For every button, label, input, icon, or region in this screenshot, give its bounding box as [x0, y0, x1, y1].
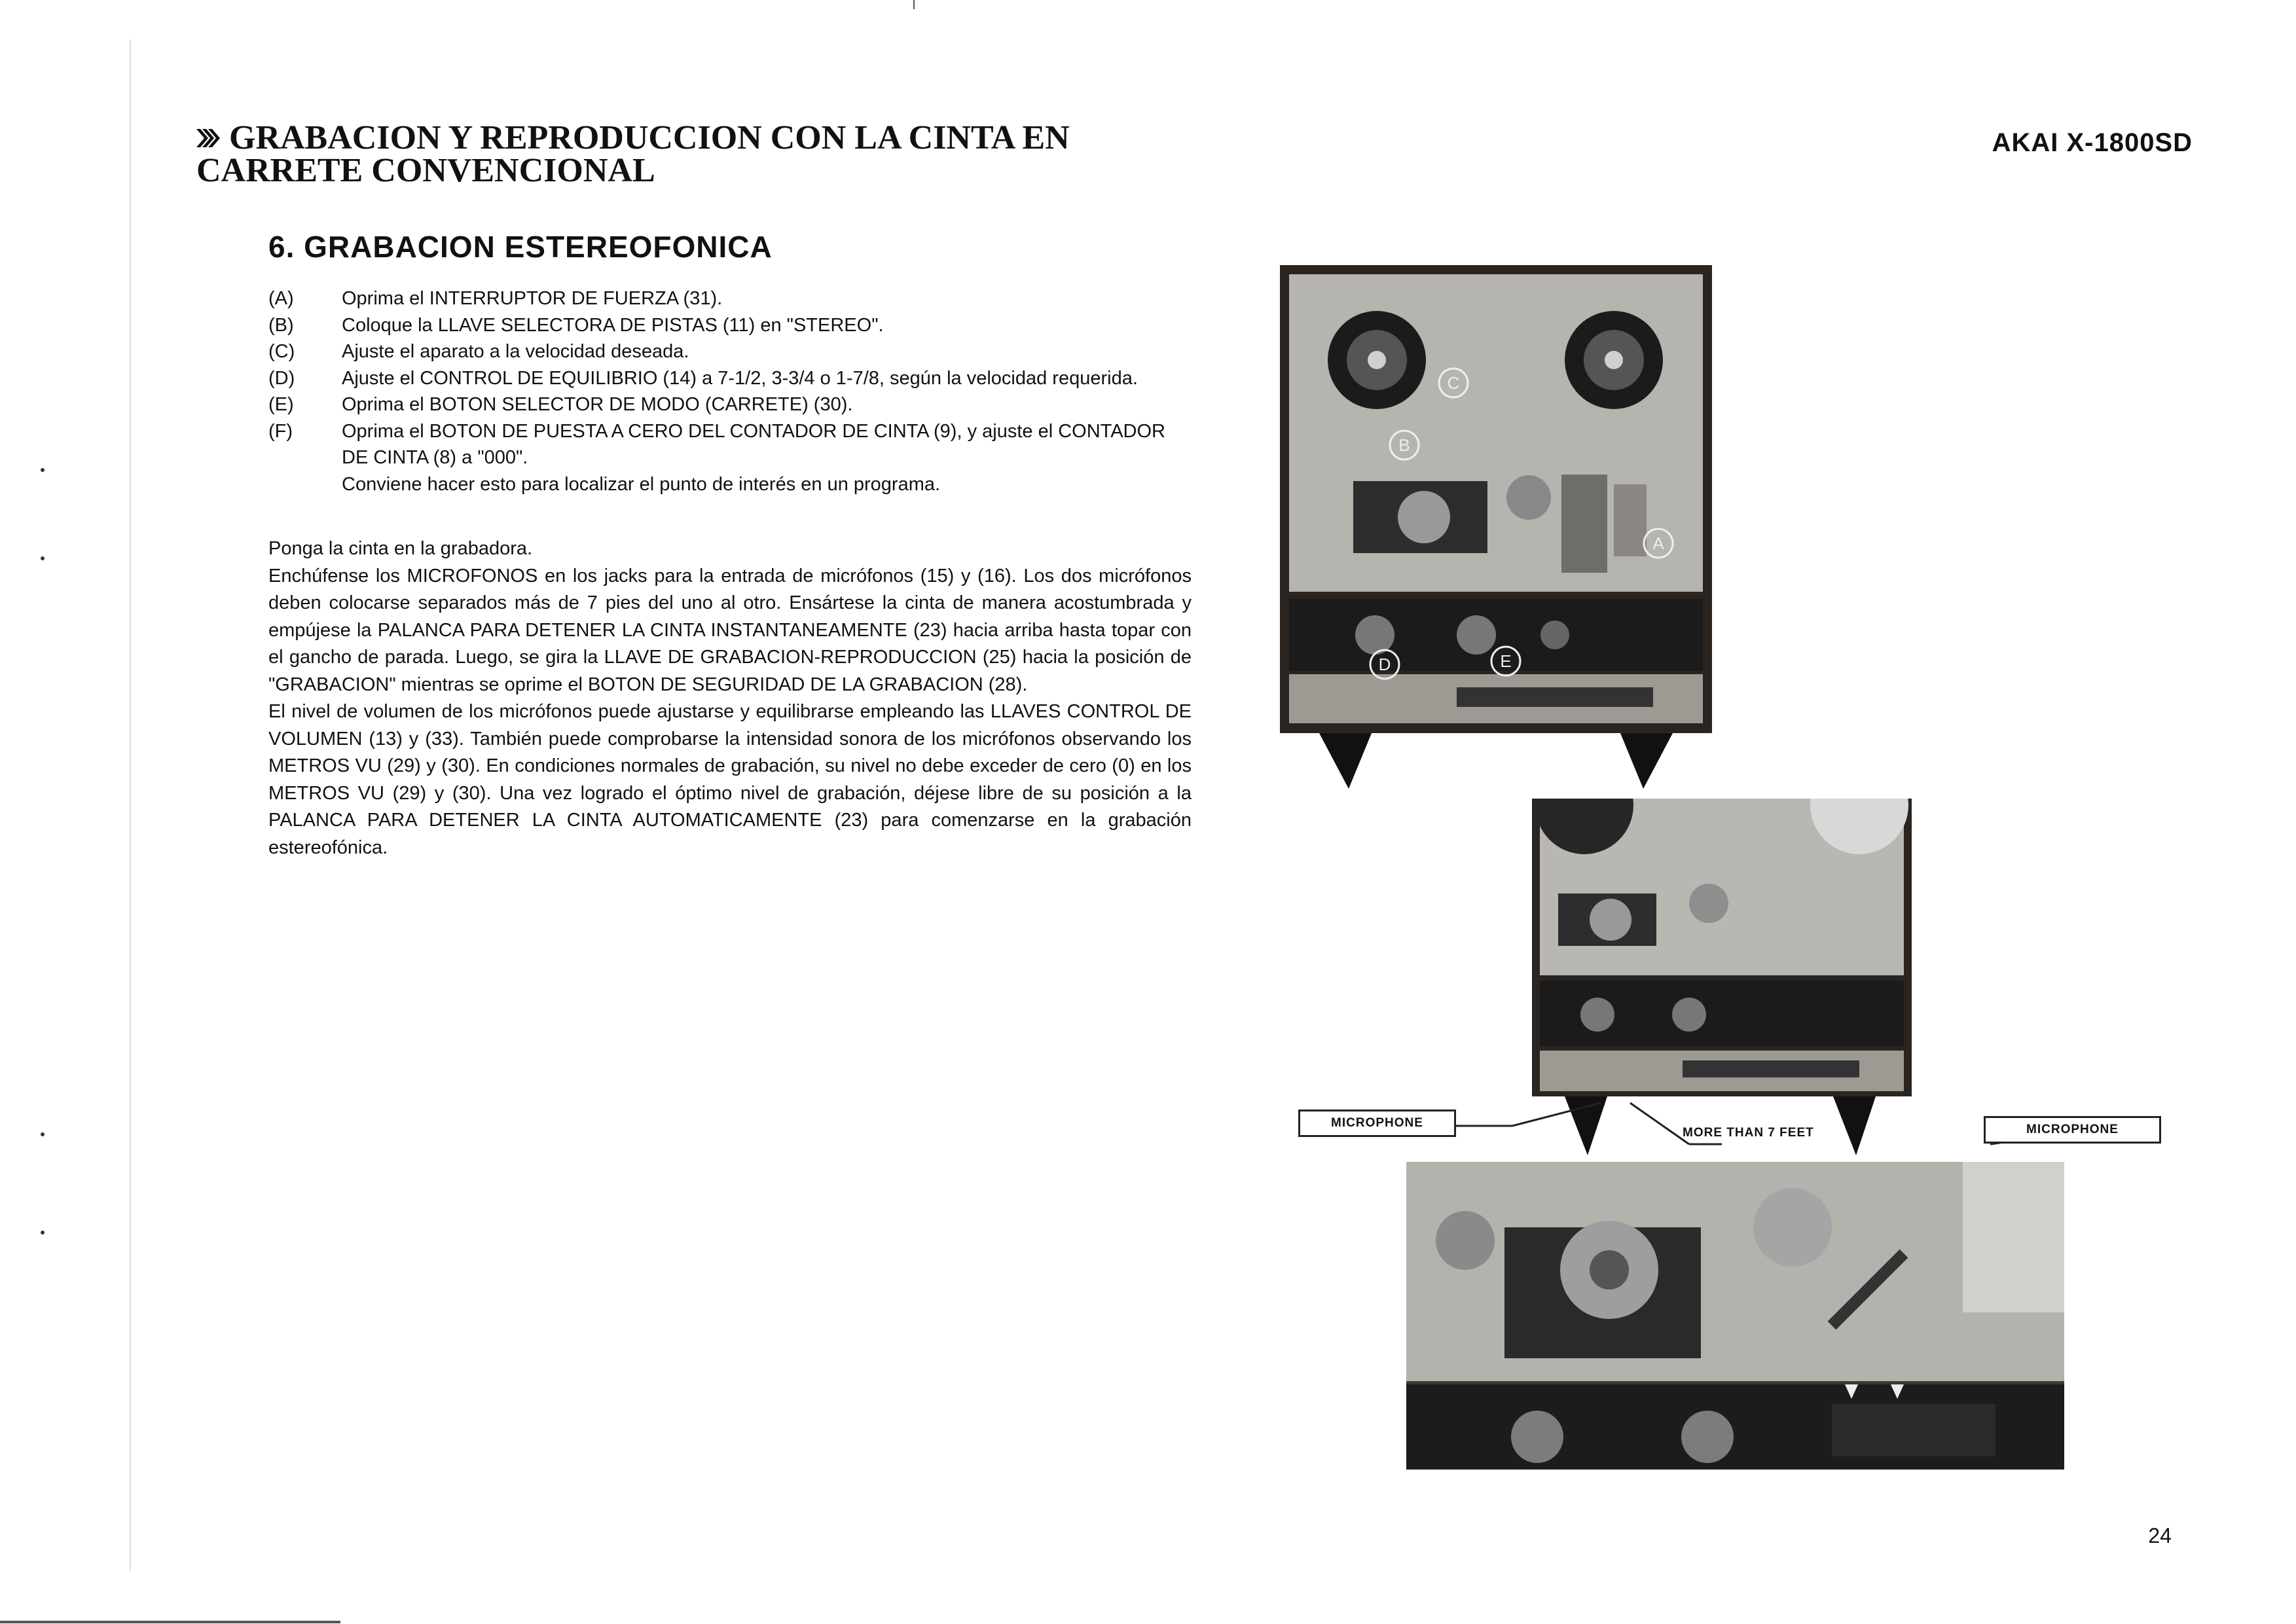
- microphone-label-left: MICROPHONE: [1298, 1110, 1456, 1137]
- microphone-label-right: MICROPHONE: [1984, 1116, 2161, 1144]
- scan-bottom-line: [0, 1621, 340, 1623]
- step-e: [268, 391, 1192, 418]
- scan-edge-line: [130, 39, 131, 1571]
- steps-list: [268, 285, 1192, 497]
- step-a: [268, 285, 1192, 312]
- scan-dot: [41, 468, 45, 472]
- step-text: Oprima el BOTON DE PUESTA A CERO DEL CONTADOR DE CINTA (9), y ajuste el CONTADOR DE CINTA (8) a "000".: [342, 420, 1165, 468]
- step-c: [268, 338, 1192, 365]
- step-text: Ajuste el aparato a la velocidad deseada.: [342, 341, 689, 362]
- step-text: Oprima el BOTON SELECTOR DE MODO (CARRETE) (30).: [342, 394, 853, 415]
- paragraph: Ponga la cinta en la grabadora.: [268, 538, 533, 559]
- model-name: AKAI X-1800SD: [1992, 128, 2193, 157]
- title-line-2: CARRETE CONVENCIONAL: [196, 152, 655, 189]
- callout-a: A: [1652, 533, 1664, 553]
- step-text: Ajuste el CONTROL DE EQUILIBRIO (14) a 7-1/2, 3-3/4 o 1-7/8, según la velocidad requerida.: [342, 367, 1138, 389]
- scan-top-tick: [913, 0, 915, 9]
- step-b: [268, 312, 1192, 339]
- callout-e: E: [1500, 651, 1512, 671]
- step-letter: (D): [268, 367, 295, 389]
- step-d: [268, 365, 1192, 392]
- scan-dot: [41, 1132, 45, 1136]
- callout-c: C: [1447, 373, 1460, 393]
- step-text: Oprima el INTERRUPTOR DE FUERZA (31).: [342, 288, 723, 309]
- distance-label: MORE THAN 7 FEET: [1683, 1126, 1814, 1140]
- title-line-1: GRABACION Y REPRODUCCION CON LA CINTA EN: [229, 119, 1070, 156]
- step-letter: (F): [268, 420, 293, 442]
- step-f: [268, 418, 1192, 471]
- body-text: [268, 535, 1192, 861]
- deck-front-photo: [1280, 265, 1712, 789]
- step-letter: (A): [268, 288, 294, 309]
- paragraph: El nivel de volumen de los micrófonos puede ajustarse y equilibrarse empleando las LLAVES CONTROL DE VOLUMEN (13) y (33). También puede comprobarse la intensidad sonora de los micrófonos observando los METROS VU (29) y (30). En condiciones normales de grabación, su nivel no debe exceder de cero (0) en los METROS VU (29) y (30). Una vez logrado el óptimo nivel de grabación, déjese libre de su posición a la PALANCA PARA DETENER LA CINTA AUTOMATICAMENTE (23) para comenzarse en la grabación estereofónica.: [268, 701, 1192, 858]
- step-note: Conviene hacer esto para localizar el punto de interés en un programa.: [342, 473, 941, 495]
- step-letter: (C): [268, 341, 295, 362]
- step-letter: (B): [268, 314, 294, 336]
- title-bullet-icon: [196, 128, 220, 149]
- scan-dot: [41, 1231, 45, 1235]
- scan-dot: [41, 556, 45, 560]
- page-number: 24: [2148, 1524, 2172, 1547]
- step-text: Coloque la LLAVE SELECTORA DE PISTAS (11) en "STEREO".: [342, 314, 884, 336]
- step-letter: (E): [268, 394, 294, 415]
- callout-d: D: [1378, 655, 1391, 674]
- deck-closeup-photo: [1406, 1162, 2064, 1470]
- paragraph: Enchúfense los MICROFONOS en los jacks para la entrada de micrófonos (15) y (16). Los dos micrófonos deben colocarse separados más de 7 pies del uno al otro. Ensártese la cinta de manera acostumbrada y empújese la PALANCA PARA DETENER LA CINTA INSTANTANEAMENTE (23) hacia arriba hasta topar con el gancho de parada. Luego, se gira la LLAVE DE GRABACION-REPRODUCCION (25) hacia la posición de "GRABACION" mientras se oprime el BOTON DE SEGURIDAD DE LA GRABACION (28).: [268, 565, 1192, 695]
- section-title: 6. GRABACION ESTEREOFONICA: [268, 230, 773, 264]
- callout-b: B: [1398, 435, 1410, 455]
- page-title: [196, 119, 1178, 189]
